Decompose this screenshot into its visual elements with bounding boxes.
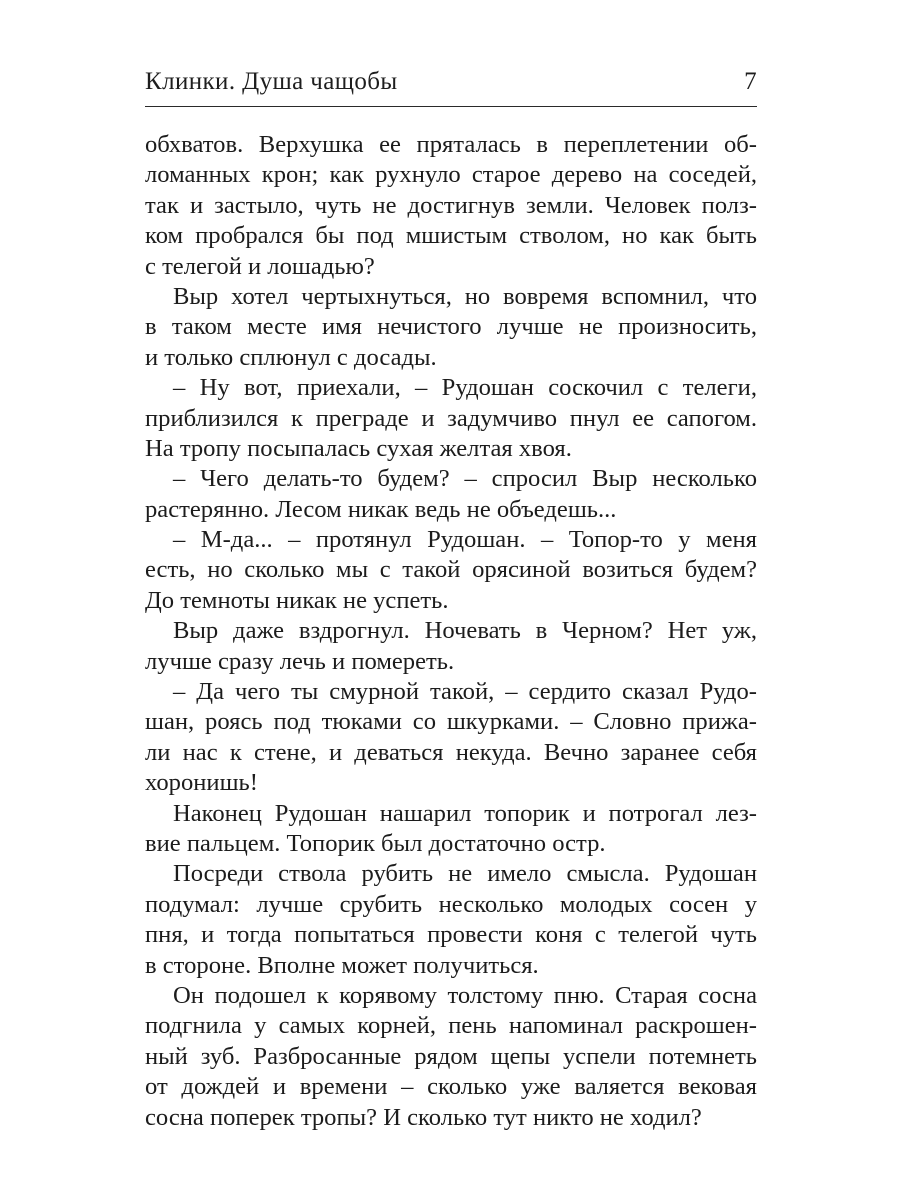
paragraph [145, 373, 757, 464]
text-line: Он подошел к корявому толстому пню. Старая сосна [173, 981, 757, 1009]
text-line: и только сплюнул с досады. [145, 343, 437, 371]
text-line: Наконец Рудошан нашарил топорик и потрогал лез- [173, 799, 757, 827]
text-line: лучше сразу лечь и помереть. [145, 647, 455, 675]
paragraph [145, 130, 757, 282]
text-line: вие пальцем. Топорик был достаточно остр. [145, 829, 606, 857]
text-line: – М-да... – протянул Рудошан. – Топор-то у меня [173, 526, 757, 554]
text-line: – Ну вот, приехали, – Рудошан соскочил с телеги, [173, 374, 757, 402]
text-line: ли нас к стене, и деваться некуда. Вечно заранее себя [145, 738, 757, 766]
body-text [145, 130, 757, 1133]
text-line: в таком месте имя нечистого лучше не произносить, [145, 313, 757, 341]
text-line: обхватов. Верхушка ее пряталась в переплетении об- [145, 131, 757, 158]
paragraph [145, 981, 757, 1133]
paragraph [145, 464, 757, 525]
running-header [145, 68, 757, 102]
book-title: Клинки. Душа чащобы [145, 68, 398, 95]
text-line: На тропу посыпалась сухая желтая хвоя. [145, 434, 572, 462]
text-line: растерянно. Лесом никак ведь не объедешь... [145, 495, 617, 523]
text-line: подгнила у самых корней, пень напоминал раскрошен- [145, 1012, 757, 1040]
paragraph [145, 616, 757, 677]
text-line: ком пробрался бы под мшистым стволом, но как быть [145, 222, 757, 250]
text-line: хоронишь! [145, 769, 258, 797]
paragraph [145, 525, 757, 616]
paragraph [145, 859, 757, 981]
text-line: подумал: лучше срубить несколько молодых сосен у [145, 890, 757, 918]
text-line: Посреди ствола рубить не имело смысла. Рудошан [173, 860, 757, 888]
paragraph [145, 677, 757, 799]
page-number: 7 [744, 68, 757, 95]
text-line: сосна поперек тропы? И сколько тут никто не ходил? [145, 1103, 702, 1131]
text-line: ный зуб. Разбросанные рядом щепы успели потемнеть [145, 1042, 757, 1070]
text-line: с телегой и лошадью? [145, 252, 375, 280]
text-line: так и застыло, чуть не достигнув земли. Человек полз- [145, 191, 757, 219]
text-line: шан, роясь под тюками со шкурками. – Словно прижа- [145, 708, 757, 736]
paragraph [145, 282, 757, 373]
text-line: ломанных крон; как рухнуло старое дерево на соседей, [145, 161, 757, 189]
text-line: в стороне. Вполне может получиться. [145, 951, 539, 979]
text-line: приблизился к преграде и задумчиво пнул ее сапогом. [145, 404, 757, 432]
header-rule [145, 106, 757, 107]
text-line: – Чего делать-то будем? – спросил Выр несколько [173, 465, 757, 493]
text-line: есть, но сколько мы с такой орясиной возиться будем? [145, 556, 757, 584]
text-line: от дождей и времени – сколько уже валяется вековая [145, 1073, 757, 1101]
text-line: Выр хотел чертыхнуться, но вовремя вспомнил, что [173, 282, 757, 310]
text-line: – Да чего ты смурной такой, – сердито сказал Рудо- [173, 678, 757, 706]
text-line: До темноты никак не успеть. [145, 586, 449, 614]
paragraph [145, 799, 757, 860]
text-line: Выр даже вздрогнул. Ночевать в Черном? Нет уж, [173, 617, 757, 645]
text-line: пня, и тогда попытаться провести коня с телегой чуть [145, 921, 757, 949]
